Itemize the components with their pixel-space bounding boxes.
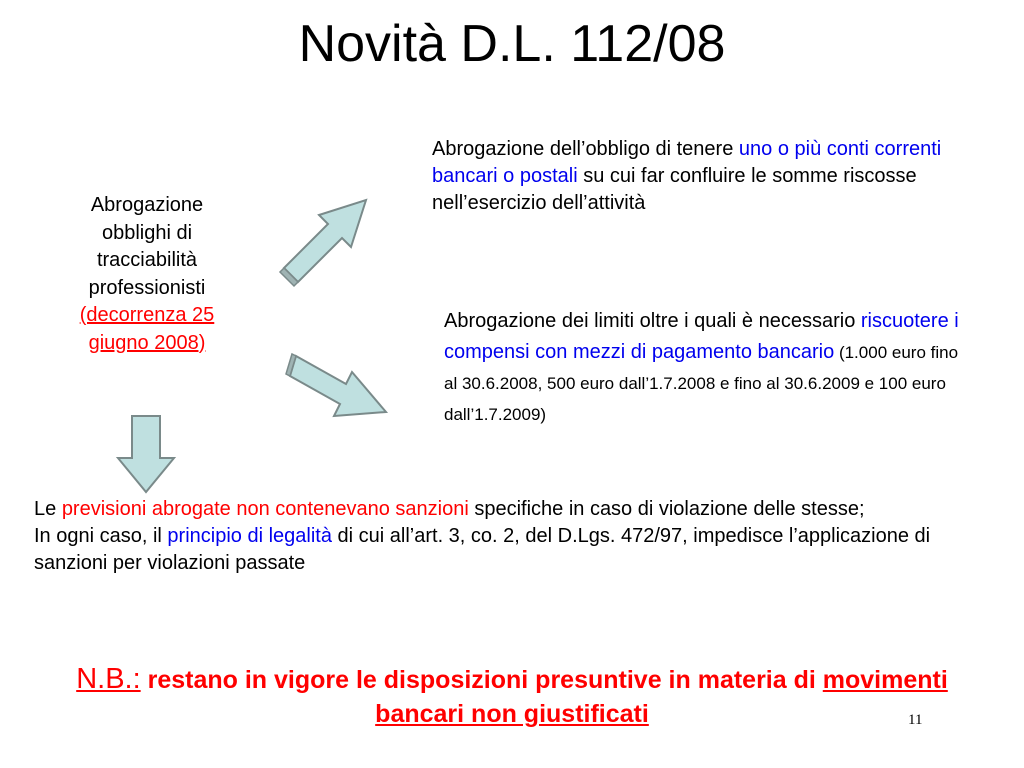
abrogation-limits-pre: Abrogazione dei limiti oltre i quali è necessario (444, 310, 861, 332)
nb-note (60, 662, 964, 731)
arrow-down-right-icon (282, 344, 398, 428)
arrow-down-right-shape (290, 356, 386, 416)
abrogation-limits-text (444, 306, 964, 430)
abrogation-accounts-text (432, 136, 962, 217)
effective-date-line: (decorrenza 25 (79, 304, 215, 326)
abrogation-accounts-post: su cui far confluire le somme riscosse nell’esercizio dell’attività (432, 165, 917, 214)
legality-text: In ogni caso, il (34, 525, 168, 547)
left-topic-line: obblighi di (101, 221, 193, 244)
nb-text: restano in vigore le disposizioni presuntive in materia di (140, 666, 823, 694)
left-topic-line: Abrogazione (90, 194, 204, 216)
accounts-highlight: uno o più conti correnti bancari o postali (432, 138, 942, 187)
nb-underlined: movimenti bancari non giustificati (375, 666, 948, 728)
left-topic-line: tracciabilità (96, 249, 198, 271)
sanctions-paragraph (34, 496, 994, 577)
limits-note: (1.000 euro fino al 30.6.2008, 500 euro dall’1.7.2008 e fino al 30.6.2009 e 100 euro dall’1.7.2009) (444, 343, 959, 424)
legality-line (34, 523, 994, 577)
sanctions-line-1 (34, 496, 994, 523)
sanctions-text: Le (34, 498, 62, 520)
slide-title: Novità D.L. 112/08 (298, 15, 726, 73)
payments-highlight: riscuotere i compensi con mezzi di pagamento bancario (444, 310, 959, 363)
abrogation-accounts-pre: Abrogazione dell’obbligo di tenere (432, 138, 739, 160)
legality-highlight: principio di legalità (167, 525, 332, 547)
arrow-down-icon (112, 412, 180, 496)
arrow-down-shape (118, 416, 174, 492)
effective-date-line: giugno 2008) (88, 331, 206, 354)
nb-label: N.B.: (76, 663, 141, 695)
page-number: 11 (908, 712, 923, 728)
arrow-up-right-icon (272, 186, 382, 286)
legality-text-rest: di cui all’art. 3, co. 2, del D.Lgs. 472/97, impedisce l’applicazione di sanzioni per violazioni passate (34, 525, 931, 574)
arrow-up-right-shape (284, 200, 366, 282)
left-topic-line: professionisti (88, 276, 206, 299)
sanctions-text-rest: specifiche in caso di violazione delle stesse; (468, 498, 865, 520)
left-topic-box (52, 192, 242, 357)
sanctions-highlight: previsioni abrogate non contenevano sanzioni (61, 498, 469, 520)
